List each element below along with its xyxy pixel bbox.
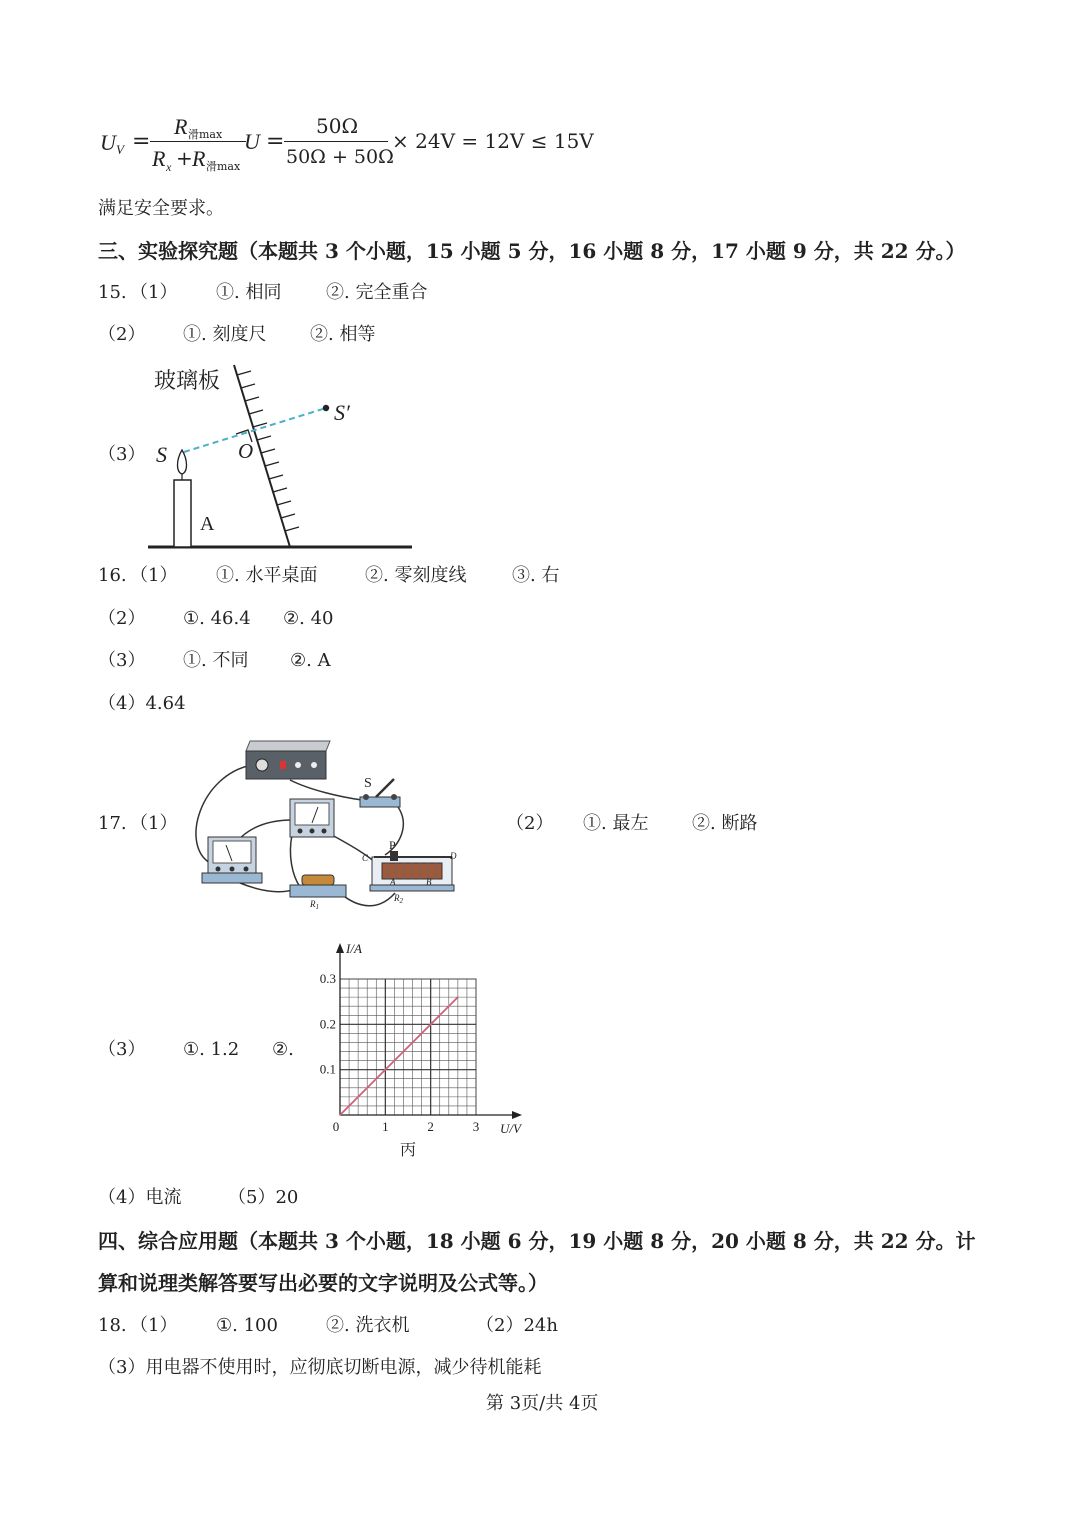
symmetry-line (184, 408, 326, 452)
q16-part3: （3） (98, 650, 146, 671)
q17-part3: （3） (98, 1039, 146, 1060)
formula-den-sub2: 滑max (206, 160, 241, 173)
x-tick-label: 3 (472, 1119, 480, 1134)
mirror-diagram (140, 360, 420, 555)
voltmeter (290, 799, 334, 837)
formula-den-r2: R (192, 146, 206, 171)
q17-part3-answer-a: ①. 1.2 (183, 1039, 240, 1060)
q15-part1-answer-b: ②. 完全重合 (326, 282, 428, 303)
q16-part2-answer-a: ①. 46.4 (183, 608, 251, 629)
formula-lhs-sub: V (116, 142, 124, 157)
formula (98, 110, 598, 180)
circuit-label-d: D (450, 851, 457, 861)
chart-caption: 丙 (399, 1142, 417, 1159)
q16-part4: （4）4.64 (98, 693, 186, 714)
q17-part2-answer-b: ②. 断路 (692, 813, 758, 834)
q18-label: 18. (98, 1315, 127, 1336)
y-tick-label: 0.3 (319, 971, 336, 986)
candle-flame-icon (178, 450, 187, 474)
iu-chart (300, 935, 540, 1165)
q15-part3: （3） (98, 444, 146, 465)
q18-part2: （2）24h (476, 1315, 558, 1336)
q15-part2: （2） (98, 324, 146, 345)
q16-part2: （2） (98, 608, 146, 629)
q16-part1: （1） (130, 565, 178, 586)
formula-den-r1: R (152, 146, 166, 171)
formula-tail: × 24V = 12V ≤ 15V (392, 129, 594, 153)
q16-part1-answer-a: ①. 水平桌面 (216, 565, 318, 586)
power-supply (246, 741, 330, 779)
q18-part3: （3）用电器不使用时，应彻底切断电源，减少待机能耗 (98, 1357, 542, 1378)
q17-part4: （4）电流 (98, 1187, 182, 1208)
resistor-r1 (290, 875, 346, 897)
formula-lhs: U (100, 130, 116, 155)
q18-part1: （1） (130, 1315, 178, 1336)
q16-label: 16. (98, 565, 127, 586)
point-s-label: S (156, 442, 167, 467)
q17-part2: （2） (506, 813, 554, 834)
y-tick-label: 0.1 (319, 1061, 336, 1077)
formula-eq2: = (266, 129, 285, 154)
circuit-label-a: A (390, 877, 396, 887)
x-axis-arrow (512, 1111, 522, 1119)
q18-part1-answer-a: ①. 100 (216, 1315, 278, 1336)
rheostat-r2 (370, 851, 454, 891)
x-tick-label: 1 (382, 1119, 389, 1134)
q16-part3-answer-b: ②. A (290, 650, 331, 671)
conclusion-text: 满足安全要求。 (98, 198, 224, 219)
point-s-image-label: S′ (334, 400, 350, 425)
q16-part1-answer-c: ③. 右 (512, 565, 560, 586)
q15-part2-answer-b: ②. 相等 (310, 324, 376, 345)
q16-part3-answer-a: ①. 不同 (183, 650, 249, 671)
q17-part5: （5）20 (228, 1187, 299, 1208)
q17-label: 17. (98, 813, 127, 834)
q15-part2-answer-a: ①. 刻度尺 (183, 324, 267, 345)
formula-num2: 50Ω (316, 114, 359, 138)
image-point (323, 405, 329, 411)
q16-part2-answer-b: ②. 40 (283, 608, 334, 629)
formula-den2: 50Ω + 50Ω (286, 146, 394, 168)
section4-heading-line1: 四、综合应用题（本题共 3 个小题，18 小题 6 分，19 小题 8 分，20 小题 8 分，共 22 分。计 (98, 1229, 976, 1253)
q15-label: 15. (98, 282, 127, 303)
y-axis-arrow (336, 943, 344, 953)
circuit-label-s: S (364, 776, 372, 791)
formula-eq: = (132, 129, 151, 154)
fraction-bar-2 (284, 141, 388, 142)
q17-part3-answer-b: ②. (272, 1039, 294, 1060)
x-axis-label: U/V (500, 1121, 521, 1136)
circuit-label-r2: $R_2$ (394, 893, 403, 905)
circuit-label-b: B (426, 877, 432, 887)
circuit-diagram (180, 735, 470, 915)
formula-num-sub: 滑max (188, 128, 223, 141)
x-tick-label: 0 (332, 1119, 340, 1134)
formula-den-sub1: x (166, 160, 172, 174)
y-axis-label: I/A (346, 941, 362, 956)
q18-part1-answer-b: ②. 洗衣机 (326, 1315, 410, 1336)
q17-part1: （1） (130, 813, 178, 834)
q15-part1: （1） (130, 282, 178, 303)
q15-part1-answer-a: ①. 相同 (216, 282, 282, 303)
circuit-label-p: P (389, 838, 396, 852)
circuit-label-c: C (362, 853, 369, 863)
candle-body (174, 480, 191, 547)
circuit-label-r1: $R_1$ (310, 899, 319, 911)
page-footer: 第 3页/共 4页 (486, 1393, 599, 1414)
section4-heading-line2: 算和说理类解答要写出必要的文字说明及公式等。） (98, 1271, 548, 1295)
point-o-label: O (238, 439, 254, 463)
section3-heading: 三、实验探究题（本题共 3 个小题，15 小题 5 分，16 小题 8 分，17 小题 9 分，共 22 分。） (98, 239, 966, 263)
formula-times-u: U (244, 129, 260, 154)
glass-label: 玻璃板 (154, 368, 221, 393)
series-line (340, 997, 458, 1115)
x-tick-label: 2 (427, 1119, 434, 1134)
formula-den-plus: + (176, 146, 193, 170)
formula-num-r: R (174, 114, 188, 139)
ammeter (202, 837, 262, 883)
q16-part1-answer-b: ②. 零刻度线 (365, 565, 467, 586)
q17-part2-answer-a: ①. 最左 (583, 813, 649, 834)
y-tick-label: 0.2 (319, 1016, 336, 1032)
fraction-bar-1 (150, 141, 246, 142)
candle-a-label: A (200, 513, 215, 535)
